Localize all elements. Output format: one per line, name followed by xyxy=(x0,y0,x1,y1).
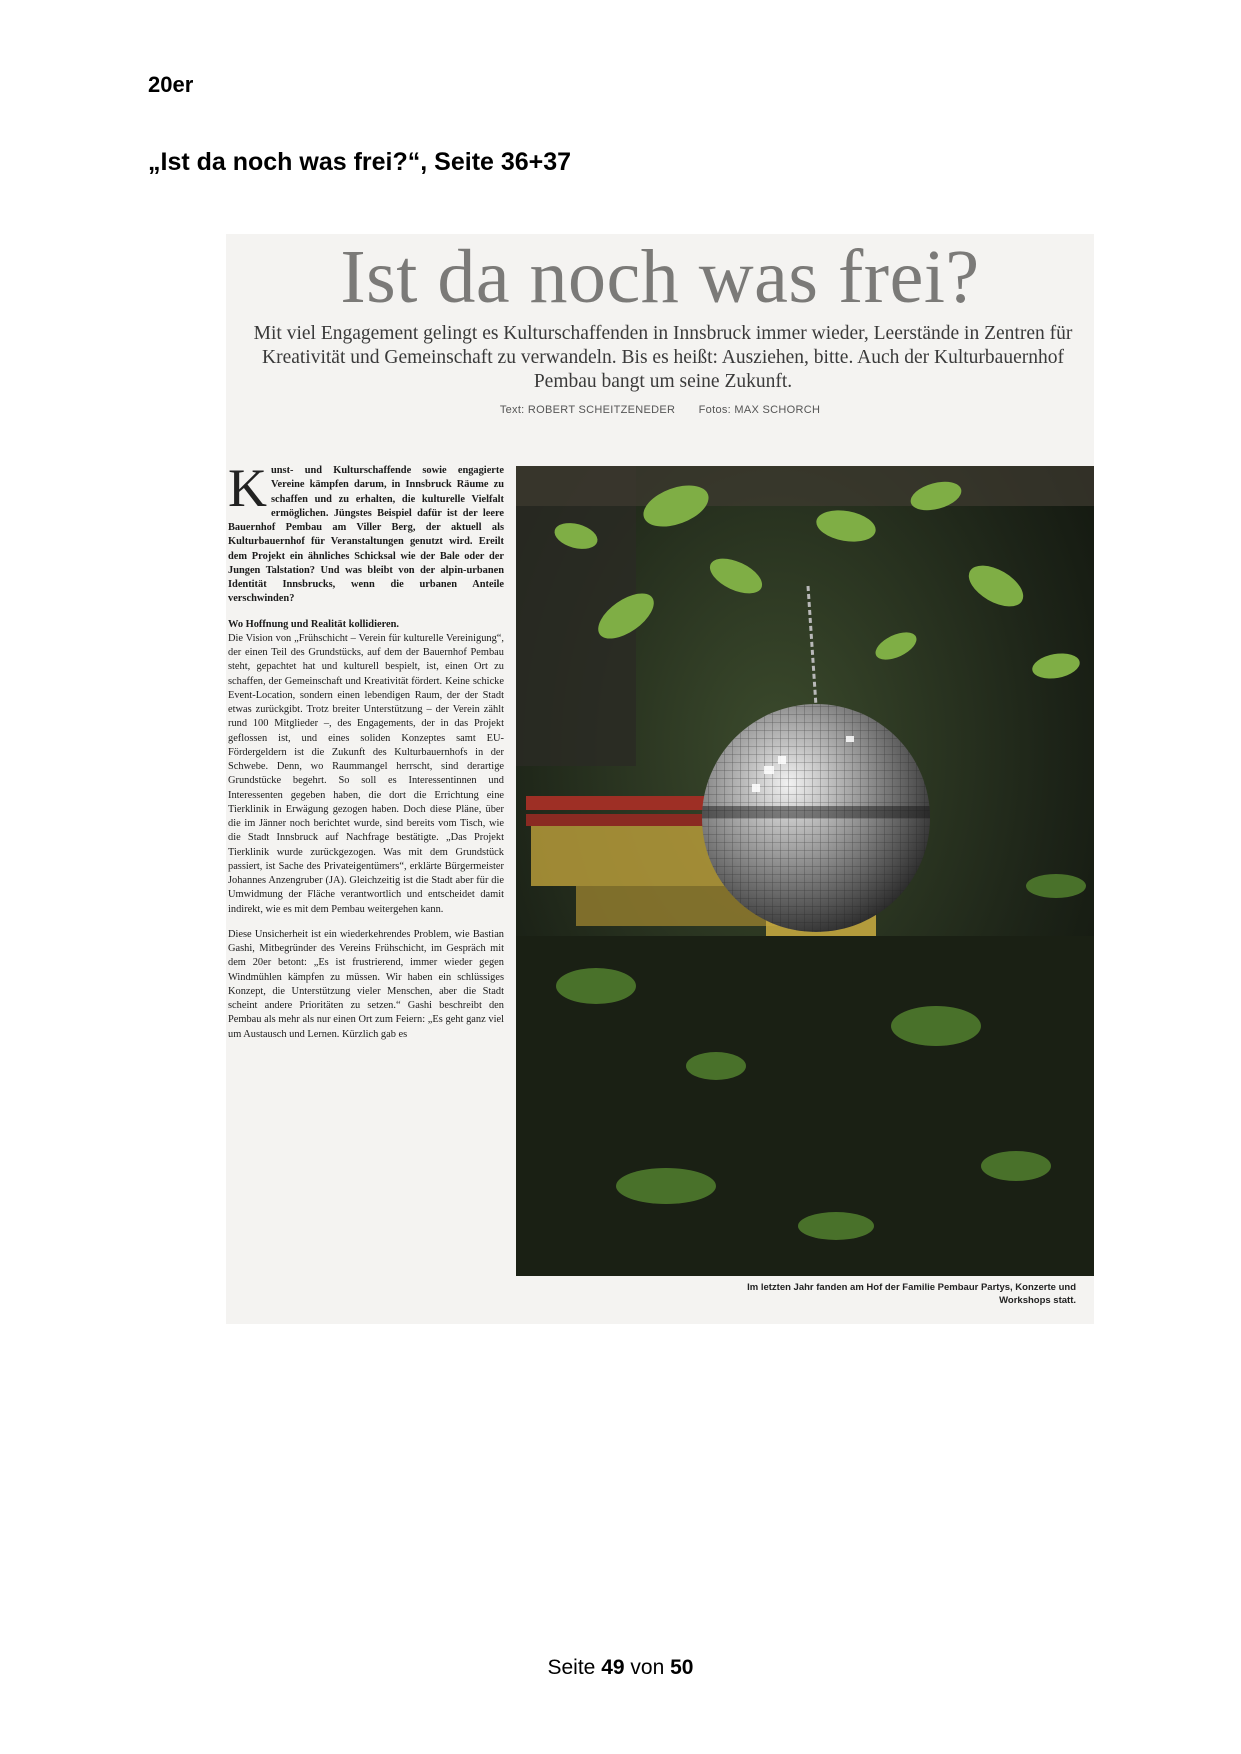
total-pages: 50 xyxy=(670,1656,694,1679)
current-page: 49 xyxy=(601,1656,625,1679)
body-paragraph-2: Diese Unsicherheit ist ein wiederkehrendes Problem, wie Bastian Gashi, Mitbegründer des Vereins Frühschicht, im Gespräch mit dem 20er betont: „Es ist frustrierend, immer wieder gegen Windmühlen kämpfen zu müssen. Wir haben ein schlüssiges Konzept, die Unterstützung vieler Menschen, aber die Stadt scheint andere Prioritäten zu setzen.“ Gashi beschreibt den Pembau als mehr als nur einen Ort zum Feiern: „Es geht ganz viel um Austausch und Lernen. Kürzlich gab es xyxy=(228,928,504,1040)
article-reference: „Ist da noch was frei?“, Seite 36+37 xyxy=(148,148,572,176)
article-deck: Mit viel Engagement gelingt es Kulturschaffenden in Innsbruck immer wieder, Leerstände in Zentren für Kreativität und Gemeinschaft zu verwandeln. Bis es heißt: Ausziehen, bitte. Auch der Kulturbauernhof Pembau bangt um seine Zukunft. xyxy=(253,323,1073,392)
publication-name: 20er xyxy=(148,72,194,97)
article-subhead: Wo Hoffnung und Realität kollidieren. xyxy=(228,618,399,630)
photo-caption: Im letzten Jahr fanden am Hof der Familie Pembaur Partys, Konzerte und Workshops statt. xyxy=(747,1282,1076,1306)
body-paragraph-1: Die Vision von „Frühschicht – Verein für kulturelle Vereinigung“, der einen Teil des Grundstücks, auf dem der Bauernhof Pembau steht, gepachtet hat und kulturell bespielt, ist, einen Ort zu schaffen, der Gemeinschaft und Kreativität fördert. Keine schicke Event-Location, sondern einen lebendigen Raum, der der Stadt etwas zurückgibt. Trotz breiter Unterstützung – der Verein zählt rund 100 Mitglieder –, des Engagements, der in das Projekt geflossen ist, und eines soliden Konzeptes samt EU-Fördergeldern ist die Zukunft des Kulturbauernhofs in der Schwebe. Denn, wo Raummangel herrscht, sind derartige Grundstücke begehrt. So soll es Interessentinnen und Interessenten gegeben haben, die dort die Errichtung eine Tierklinik in Erwägung gezogen haben. Doch diese Pläne, über die im Jänner noch berichtet wurde, sind bereits vom Tisch, wie die Stadt Innsbruck auf Nachfrage bestätigte. „Das Projekt Tierklinik wurde zurückgezogen. Was mit dem Grundstück passiert, ist Sache des Privateigentümers“, erklärte Bürgermeister Johannes Anzengruber (JA). Gleichzeitig ist die Stadt aber für die Umwidmung der Fläche verantwortlich und entscheidet damit indirekt, wie es mit dem Pembau weitergehen kann. xyxy=(228,632,504,915)
page-middle: von xyxy=(630,1656,665,1679)
drop-cap: K xyxy=(228,458,267,518)
page-number xyxy=(0,1656,1241,1680)
intro-text: unst- und Kulturschaffende sowie engagierte Vereine kämpfen darum, in Innsbruck Räume zu schaffen und zu erhalten, die kulturelle Vielfalt ermöglichen. Jüngstes Beispiel dafür ist der leere Bauernhof Pembau am Viller Berg, der aktuell als Kulturbauernhof für Veranstaltungen genutzt wird. Ereilt dem Projekt ein ähnliches Schicksal wie der Bale oder der Jungen Talstation? Und was bleibt von der alpin-urbanen Identität Innsbrucks, wenn die urbanen Anteile verschwinden? xyxy=(228,465,504,605)
disco-ball-photo xyxy=(516,466,1094,1276)
article-credits xyxy=(226,404,1094,416)
article-body xyxy=(228,458,504,1053)
photo-credit: Fotos: MAX SCHORCH xyxy=(698,404,821,416)
text-credit: Text: ROBERT SCHEITZENEDER xyxy=(499,404,676,416)
article-headline: Ist da noch was frei? xyxy=(340,235,980,319)
article-scan xyxy=(226,234,1094,1324)
page-prefix: Seite xyxy=(547,1656,596,1679)
intro-paragraph xyxy=(228,458,504,607)
